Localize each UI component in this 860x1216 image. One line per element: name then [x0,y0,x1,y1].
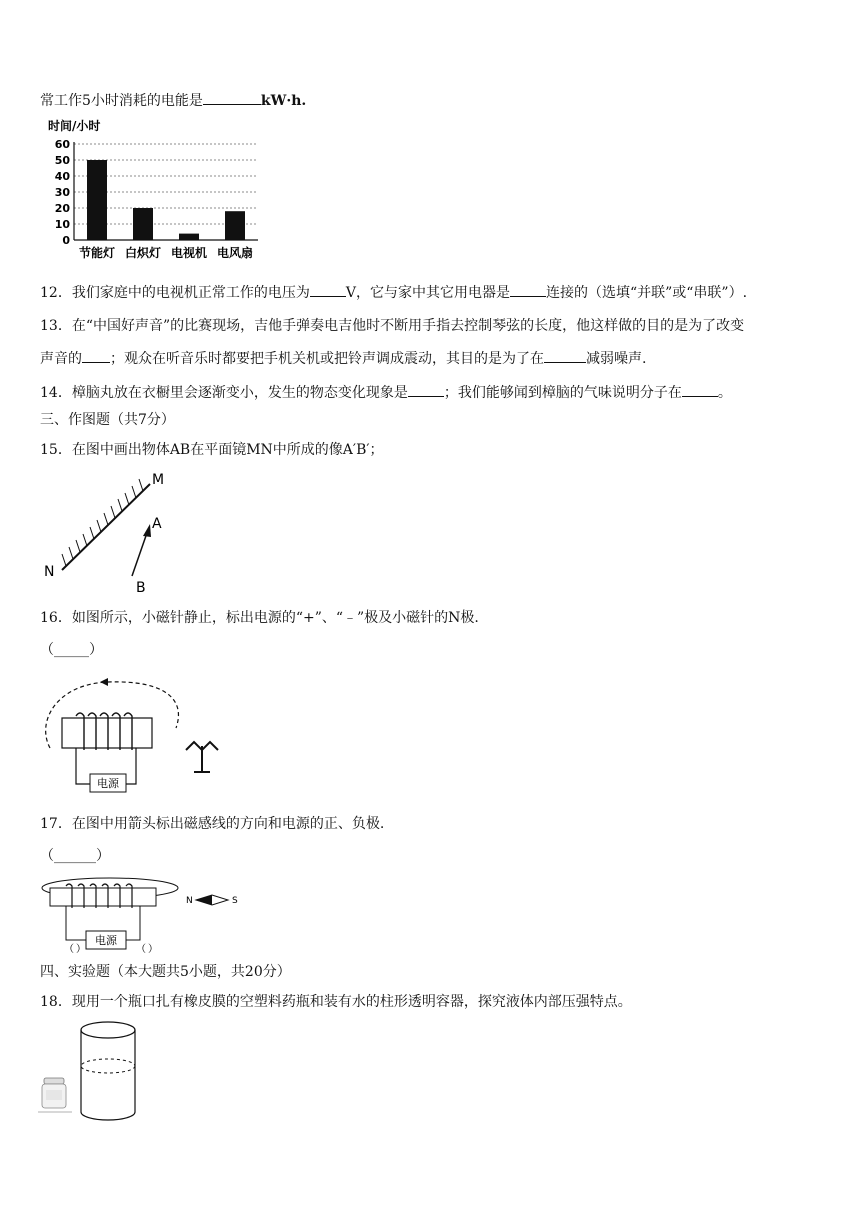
q13-blank-1[interactable] [82,348,110,363]
bracket-left-close[interactable]: ） [76,944,86,955]
q12-text-1: 12．我们家庭中的电视机正常工作的电压为 [40,285,310,301]
q12-blank-2[interactable] [510,282,546,297]
compass-needle [186,742,218,772]
q16-answer-slot[interactable]: （_____） [40,642,103,658]
solenoid-figure-17 [40,872,260,962]
y-tick-label: 50 [54,154,70,167]
bottle-cap [44,1078,64,1084]
field-arrow [100,678,108,686]
mirror-hatching [62,479,143,566]
chart-ylabel: 时间/小时 [48,119,101,133]
bottle-label [46,1090,62,1100]
mirror-mn [62,484,150,570]
q13-text-2: ；观众在听音乐时都要把手机关机或把铃声调成震动，其目的是为了在 [110,351,544,367]
object-arrowhead [143,524,151,537]
cylinder-bottom [81,1112,135,1120]
solenoid-core [62,718,152,748]
x-category-label: 白炽灯 [124,246,162,260]
q12-line [40,282,747,303]
q13-line-2 [40,348,646,369]
wire-left-17 [66,906,88,940]
container-figure [38,1016,148,1126]
q14-line [40,382,732,403]
q13-text-1: 声音的 [40,351,82,367]
x-category-label: 电视机 [170,246,208,260]
bar [133,208,153,240]
q13-blank-2[interactable] [544,348,586,363]
q16-text: 16．如图所示，小磁针静止，标出电源的“+”、“﹣”极及小磁针的N极. [40,610,479,626]
q11-text-before: 常工作5小时消耗的电能是 [40,93,203,109]
power-source-label: 电源 [97,777,119,790]
needle-dark-half [196,895,212,905]
q14-text-1: 14．樟脑丸放在衣橱里会逐渐变小，发生的物态变化现象是 [40,385,408,401]
label-a: A [152,516,162,532]
y-tick-label: 40 [54,170,70,183]
q14-blank-1[interactable] [408,382,444,397]
q11-unit: kW·h. [260,93,307,109]
bar [225,211,245,240]
needle-label-n: N [186,896,193,906]
bar [87,160,107,240]
x-category-label: 电风扇 [216,246,254,260]
q14-blank-2[interactable] [682,382,718,397]
bar-chart [40,116,270,266]
q18-text: 18．现用一个瓶口扎有橡皮膜的空塑料药瓶和装有水的柱形透明容器，探究液体内部压强特点。 [40,994,632,1010]
q11-blank[interactable] [203,90,261,105]
y-tick-label: 10 [54,218,70,231]
power-source-label-17: 电源 [95,934,117,947]
q17-text: 17．在图中用箭头标出磁感线的方向和电源的正、负极. [40,816,385,832]
q13-text-3: 减弱噪声. [586,351,647,367]
q14-text-2: ；我们能够闻到樟脑的气味说明分子在 [443,385,682,401]
q12-blank-1[interactable] [310,282,346,297]
y-tick-label: 60 [54,138,70,151]
section-3-heading: 三、作图题（共7分） [40,412,175,428]
bracket-right-open[interactable]: （ [136,944,146,955]
chart-xlabels [79,245,253,260]
q17-answer-slot[interactable]: （______） [40,848,110,864]
bracket-left-open[interactable]: （ [64,944,74,955]
chart-bars [87,160,245,240]
solenoid-core-17 [50,888,156,906]
y-tick-label: 20 [54,202,70,215]
x-category-label: 节能灯 [78,246,116,260]
y-tick-label: 0 [62,234,70,247]
mirror-figure [40,466,190,596]
q14-text-3: 。 [717,385,732,401]
label-b: B [136,580,146,596]
object-ab [132,530,148,576]
q15-text: 15．在图中画出物体AB在平面镜MN中所成的像A′B′； [40,442,384,458]
cylinder-top [81,1022,135,1038]
label-m: M [152,472,165,488]
q13-line-1: 13．在“中国好声音”的比赛现场，吉他手弹奏电吉他时不断用手指去控制琴弦的长度，他这样做的目的是为了改变 [40,318,745,334]
bracket-right-close[interactable]: ） [148,944,158,955]
y-tick-label: 30 [54,186,70,199]
water-surface [81,1059,135,1073]
solenoid-figure-16 [36,672,236,798]
chart-yticks [55,138,71,247]
needle-label-s: S [232,896,238,906]
q12-text-2: V，它与家中其它用电器是 [345,285,510,301]
label-n: N [44,564,55,580]
q11-line [40,90,306,111]
q12-text-3: 连接的（选填“并联”或“串联”）. [545,285,748,301]
section-4-heading: 四、实验题（本大题共5小题，共20分） [40,964,291,980]
bar [179,234,199,240]
